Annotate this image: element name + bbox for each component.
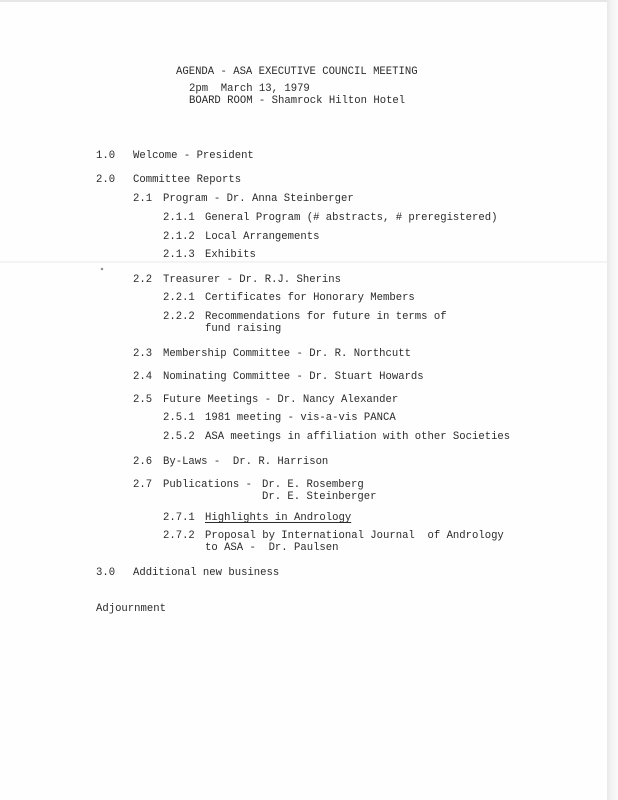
item-number: 2.3 <box>133 348 153 360</box>
paper-fold-line <box>0 261 607 263</box>
publications-name-2: Dr. E. Steinberger <box>262 491 377 503</box>
item-number: 2.2.1 <box>163 292 195 304</box>
meeting-location: BOARD ROOM - Shamrock Hilton Hotel <box>189 95 406 107</box>
item-text: Treasurer - Dr. R.J. Sherins <box>163 274 342 286</box>
item-number: 2.7 <box>133 479 153 491</box>
item-text: 1981 meeting - vis-a-vis PANCA <box>205 412 396 424</box>
item-text: General Program (# abstracts, # preregistered) <box>205 212 498 224</box>
item-number: 2.5.1 <box>163 412 195 424</box>
item-text: ASA meetings in affiliation with other Societies <box>205 431 511 443</box>
publications-name-1: Dr. E. Rosemberg <box>262 479 364 491</box>
item-text: Additional new business <box>133 567 280 579</box>
scan-right-edge <box>607 0 618 800</box>
item-number: 2.1.2 <box>163 231 195 243</box>
item-text: Welcome - President <box>133 150 254 162</box>
scan-top-edge <box>0 0 607 2</box>
item-number: 2.2 <box>133 274 153 286</box>
item-number: 2.5.2 <box>163 431 195 443</box>
item-text: Local Arrangements <box>205 231 320 243</box>
item-number: 2.6 <box>133 456 153 468</box>
item-text: Publications - <box>163 479 253 491</box>
item-text: Membership Committee - Dr. R. Northcutt <box>163 348 411 360</box>
item-number: 1.0 <box>96 150 116 162</box>
item-number: 2.2.2 <box>163 311 195 323</box>
item-number: 2.1.3 <box>163 249 195 261</box>
item-text: Nominating Committee - Dr. Stuart Howards <box>163 371 424 383</box>
item-number: 2.0 <box>96 174 116 186</box>
item-text: Committee Reports <box>133 174 242 186</box>
item-text-continued: to ASA - Dr. Paulsen <box>205 542 339 554</box>
item-number: 2.7.1 <box>163 512 195 524</box>
item-text: Certificates for Honorary Members <box>205 292 415 304</box>
item-text: Proposal by International Journal of Andrology <box>205 530 504 542</box>
item-text: Exhibits <box>205 249 256 261</box>
item-text: By-Laws - Dr. R. Harrison <box>163 456 329 468</box>
item-number: 2.7.2 <box>163 530 195 542</box>
meeting-time-date: 2pm March 13, 1979 <box>189 83 310 95</box>
item-number: 2.5 <box>133 394 153 406</box>
item-text: Recommendations for future in terms of <box>205 311 447 323</box>
item-number: 3.0 <box>96 567 116 579</box>
stray-mark <box>101 268 104 271</box>
item-text-continued: fund raising <box>205 323 282 335</box>
item-number: 2.1 <box>133 193 153 205</box>
item-number: 2.1.1 <box>163 212 195 224</box>
item-text: Program - Dr. Anna Steinberger <box>163 193 354 205</box>
adjournment: Adjournment <box>96 603 166 615</box>
item-number: 2.4 <box>133 371 153 383</box>
agenda-title: AGENDA - ASA EXECUTIVE COUNCIL MEETING <box>176 66 418 78</box>
item-text: Future Meetings - Dr. Nancy Alexander <box>163 394 399 406</box>
item-text-underlined: Highlights in Andrology <box>205 512 352 524</box>
